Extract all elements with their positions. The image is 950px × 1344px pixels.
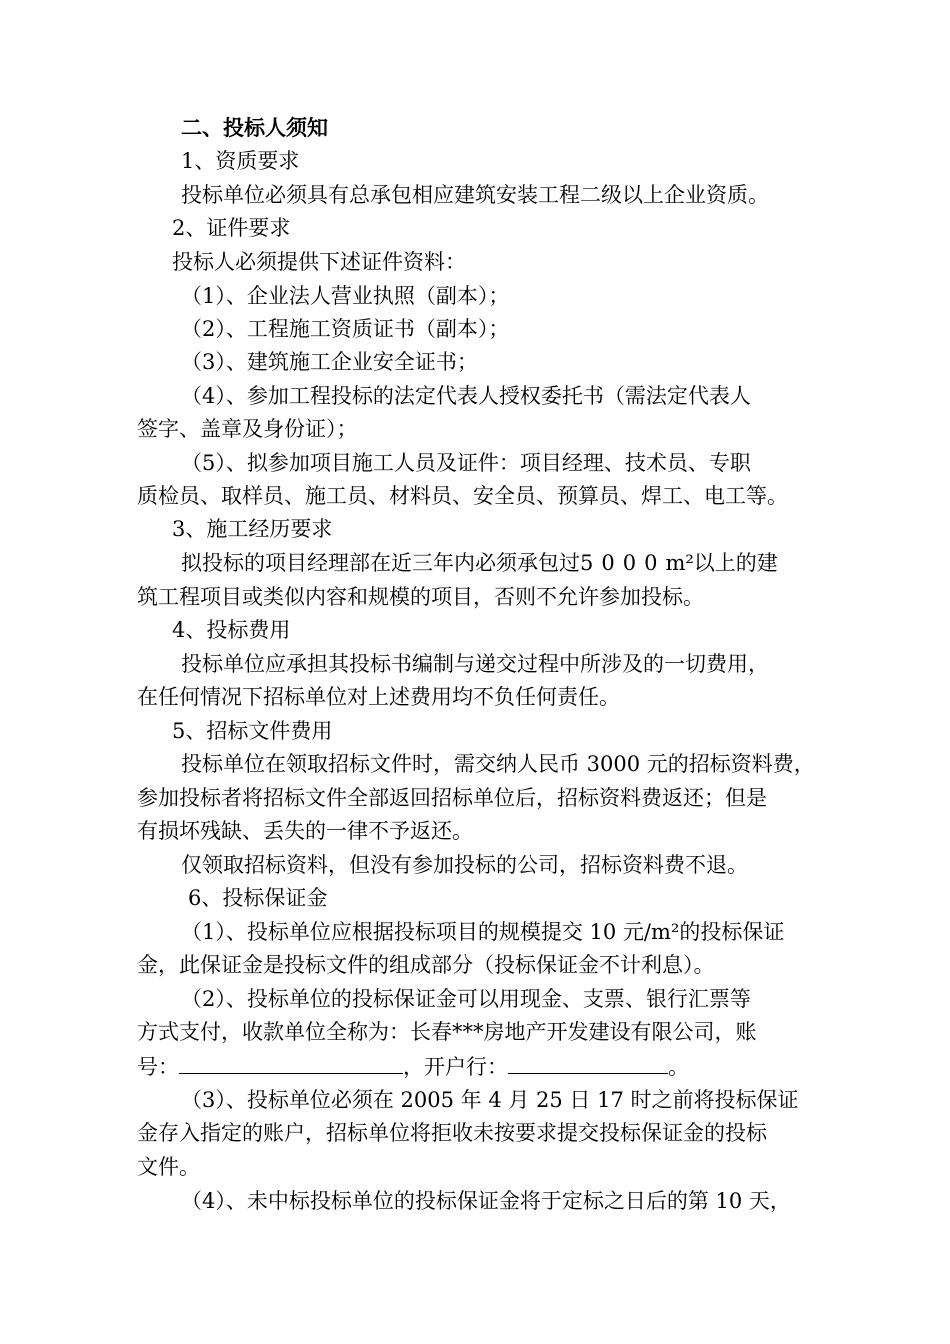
s4-paragraph-line-1: 投标单位应承担其投标书编制与递交过程中所涉及的一切费用，: [181, 652, 769, 676]
s2-title: 2、证件要求: [172, 216, 291, 240]
s2-intro: 投标人必须提供下述证件资料：: [172, 250, 466, 274]
s2-item-4-line-1: （4）、参加工程投标的法定代表人授权委托书（需法定代表人: [181, 384, 751, 408]
s2-item-2: （2）、工程施工资质证书（副本）；: [181, 317, 510, 341]
s6-title: 6、投标保证金: [188, 886, 328, 910]
s2-item-4-line-2: 签字、盖章及身份证）；: [137, 417, 358, 441]
s4-title: 4、投标费用: [172, 618, 291, 642]
s6-item-3-line-1: （3）、投标单位必须在 2005 年 4 月 25 日 17 时之前将投标保证: [181, 1088, 799, 1112]
s6-item-1-line-1: （1）、投标单位应根据投标项目的规模提交 10 元/m²的投标保证: [181, 920, 785, 944]
bank-label: ，开户行：: [403, 1055, 508, 1079]
s6-item-1-line-2: 金，此保证金是投标文件的组成部分（投标保证金不计利息）。: [137, 953, 715, 977]
s6-item-2-line-1: （2）、投标单位的投标保证金可以用现金、支票、银行汇票等: [181, 987, 751, 1011]
s6-item-2-line-2: 方式支付，收款单位全称为：长春***房地产开发建设有限公司，账: [137, 1020, 757, 1044]
section-heading: 二、投标人须知: [181, 116, 328, 140]
s3-area-number: 5000: [580, 551, 666, 575]
s2-item-5-line-1: （5）、拟参加项目施工人员及证件：项目经理、技术员、专职: [181, 451, 751, 475]
s5-paragraph-2: 仅领取招标资料，但没有参加投标的公司，招标资料费不退。: [181, 853, 748, 877]
s5-paragraph-line-2: 参加投标者将招标文件全部返回招标单位后，招标资料费返还；但是: [137, 786, 767, 810]
s2-item-3: （3）、建筑施工企业安全证书；: [181, 350, 478, 374]
s5-paragraph-line-3: 有损坏残缺、丢失的一律不予返还。: [137, 819, 473, 843]
s3-title: 3、施工经历要求: [172, 517, 333, 541]
s2-item-5-line-2: 质检员、取样员、施工员、材料员、安全员、预算员、焊工、电工等。: [137, 484, 788, 508]
s3-text-pre: 拟投标的项目经理部在近三年内必须承包过: [181, 551, 580, 575]
s3-text-post: m²以上的建: [665, 551, 778, 575]
line-end-period: 。: [668, 1055, 689, 1079]
s6-item-3-line-3: 文件。: [137, 1155, 200, 1179]
s5-paragraph-line-1: 投标单位在领取招标文件时，需交纳人民币 3000 元的招标资料费，: [181, 752, 815, 776]
s5-title: 5、招标文件费用: [172, 719, 333, 743]
s3-paragraph-line-2: 筑工程项目或类似内容和规模的项目，否则不允许参加投标。: [137, 585, 704, 609]
account-number-blank: [179, 1051, 403, 1074]
s4-paragraph-line-2: 在任何情况下招标单位对上述费用均不负任何责任。: [137, 685, 620, 709]
bank-name-blank: [508, 1051, 668, 1074]
s3-paragraph-line-1: [181, 548, 778, 578]
s6-item-4-line-1: （4）、未中标投标单位的投标保证金将于定标之日后的第 10 天，: [181, 1189, 791, 1213]
s1-paragraph: 投标单位必须具有总承包相应建筑安装工程二级以上企业资质。: [181, 183, 769, 207]
account-label: 号：: [137, 1055, 179, 1079]
s6-item-3-line-2: 金存入指定的账户，招标单位将拒收未按要求提交投标保证金的投标: [137, 1121, 767, 1145]
s2-item-1: （1）、企业法人营业执照（副本）；: [181, 284, 510, 308]
s1-title: 1、资质要求: [181, 149, 300, 173]
s6-item-2-line-3: [137, 1051, 689, 1081]
